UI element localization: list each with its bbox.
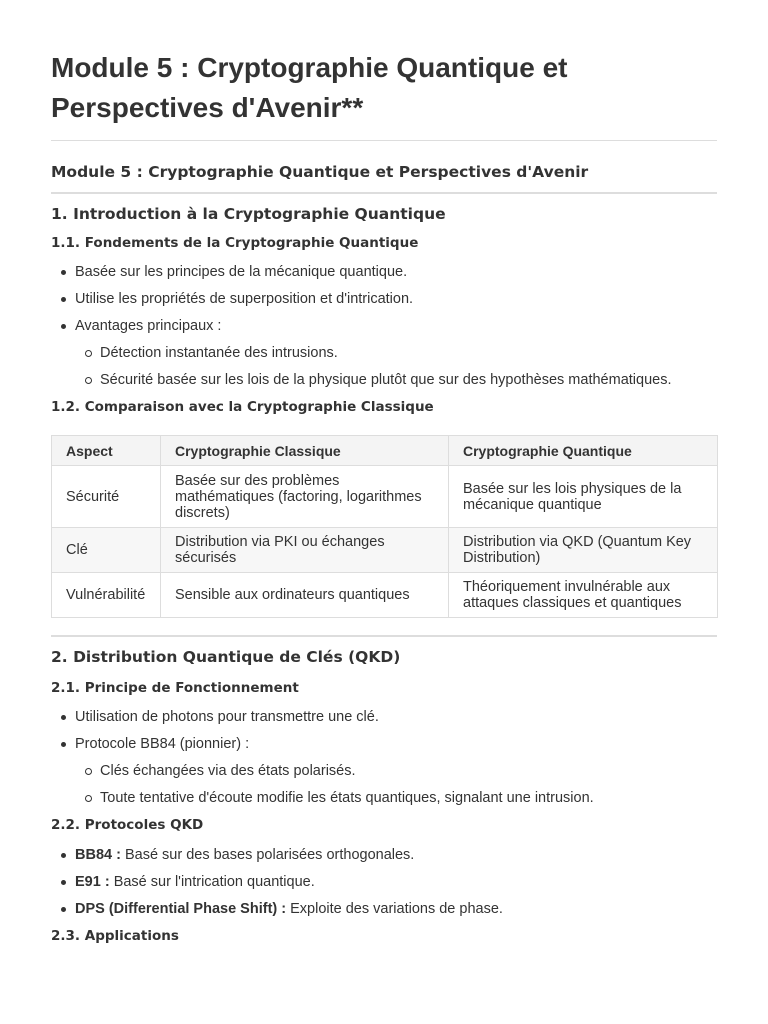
table-cell: Distribution via PKI ou échanges sécurisés <box>161 528 449 573</box>
table-cell: Clé <box>52 528 161 573</box>
comparison-table <box>51 435 718 618</box>
list-item <box>51 736 717 807</box>
protocol-description: Exploite des variations de phase. <box>286 901 503 917</box>
table-header-row <box>52 436 718 466</box>
protocol-description: Basé sur des bases polarisées orthogonales. <box>120 847 415 863</box>
section-1-heading: 1. Introduction à la Cryptographie Quantique <box>51 205 446 223</box>
sublist-item: Sécurité basée sur les lois de la physique plutôt que sur des hypothèses mathématiques. <box>75 372 717 389</box>
table-cell: Distribution via QKD (Quantum Key Distribution) <box>449 528 718 573</box>
table-header-cell: Aspect <box>52 436 161 466</box>
table-header-cell: Cryptographie Classique <box>161 436 449 466</box>
list-item <box>51 874 717 891</box>
list-item <box>51 847 717 864</box>
protocol-description: Basé sur l'intrication quantique. <box>109 874 315 890</box>
sublist-item: Clés échangées via des états polarisés. <box>75 763 717 780</box>
list-item: Utilisation de photons pour transmettre une clé. <box>51 709 717 726</box>
table-row <box>52 573 718 618</box>
sublist-item: Toute tentative d'écoute modifie les états quantiques, signalant une intrusion. <box>75 790 717 807</box>
table-row <box>52 466 718 528</box>
table-header-cell: Cryptographie Quantique <box>449 436 718 466</box>
section-2-1-heading: 2.1. Principe de Fonctionnement <box>51 680 299 696</box>
list-item <box>51 318 717 389</box>
advantages-sublist <box>75 345 717 389</box>
section-2-2-heading: 2.2. Protocoles QKD <box>51 817 204 833</box>
list-item: Basée sur les principes de la mécanique quantique. <box>51 264 717 281</box>
protocol-term: E91 : <box>75 874 110 890</box>
protocol-term: DPS (Differential Phase Shift) : <box>75 901 287 917</box>
table-cell: Sensible aux ordinateurs quantiques <box>161 573 449 618</box>
sublist-item: Détection instantanée des intrusions. <box>75 345 717 362</box>
list-item-label: Avantages principaux : <box>75 318 222 334</box>
table-cell: Théoriquement invulnérable aux attaques classiques et quantiques <box>449 573 718 618</box>
protocol-term: BB84 : <box>75 847 121 863</box>
section-1-2-heading: 1.2. Comparaison avec la Cryptographie Classique <box>51 399 434 415</box>
table-cell: Basée sur des problèmes mathématiques (factoring, logarithmes discrets) <box>161 466 449 528</box>
page-title: Module 5 : Cryptographie Quantique et Perspectives d'Avenir** <box>51 0 717 141</box>
section-1-1-list <box>51 264 717 389</box>
table-cell: Vulnérabilité <box>52 573 161 618</box>
module-heading: Module 5 : Cryptographie Quantique et Perspectives d'Avenir <box>51 141 717 194</box>
table-row <box>52 528 718 573</box>
section-divider <box>51 635 717 637</box>
list-item: Utilise les propriétés de superposition et d'intrication. <box>51 291 717 308</box>
bb84-sublist <box>75 763 717 807</box>
section-1-1-heading: 1.1. Fondements de la Cryptographie Quantique <box>51 235 419 251</box>
section-2-1-list <box>51 709 717 807</box>
section-2-heading: 2. Distribution Quantique de Clés (QKD) <box>51 648 401 666</box>
table-cell: Basée sur les lois physiques de la mécanique quantique <box>449 466 718 528</box>
section-2-2-list <box>51 847 717 918</box>
section-2-3-heading: 2.3. Applications <box>51 928 179 944</box>
list-item <box>51 901 717 918</box>
table-cell: Sécurité <box>52 466 161 528</box>
list-item-label: Protocole BB84 (pionnier) : <box>75 736 250 752</box>
